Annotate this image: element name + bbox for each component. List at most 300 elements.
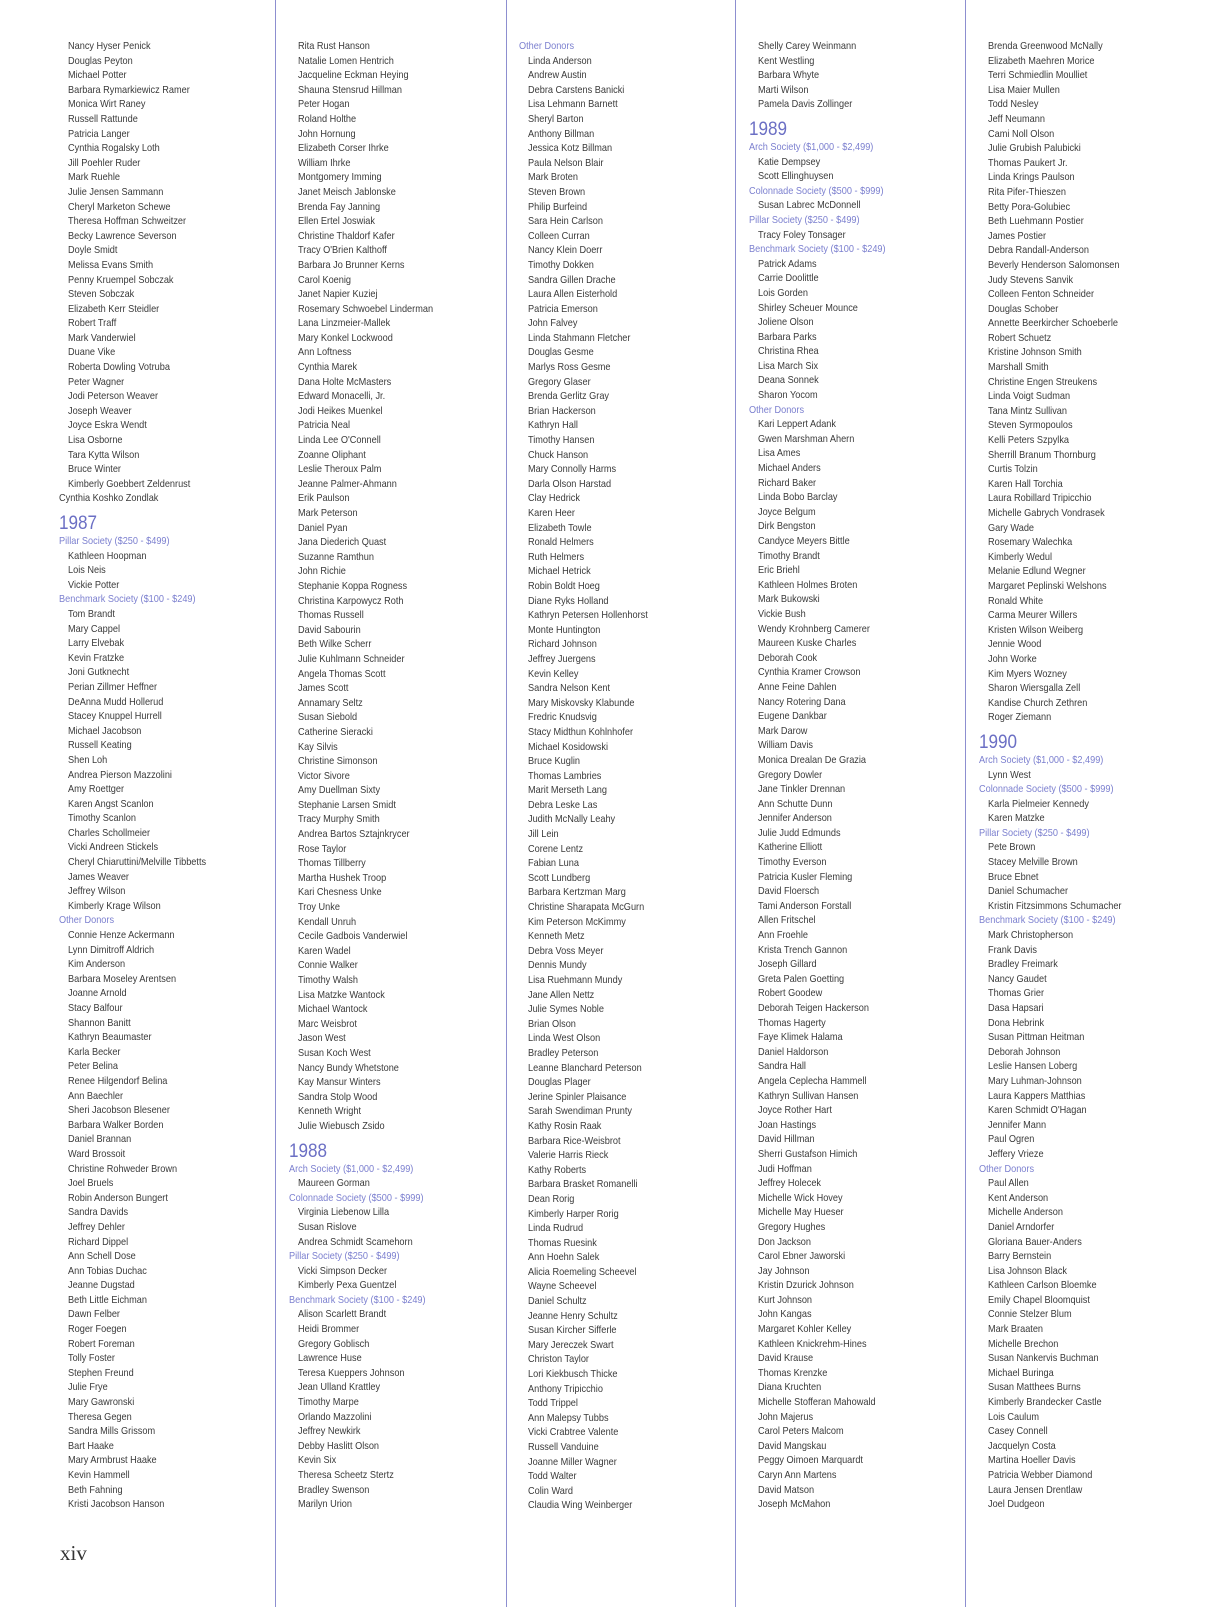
donor-name: Margaret Kohler Kelley [758,1324,852,1336]
donor-name: Annamary Seltz [298,697,363,709]
donor-name: Angela Ceplecha Hammell [758,1075,867,1087]
donor-name: Kimberly Pexa Guentzel [298,1280,397,1292]
donor-name: Kristen Wilson Weiberg [988,624,1084,636]
donor-name: Stacey Knuppel Hurrell [68,711,162,723]
donor-name: Julie Judd Edmunds [758,827,841,839]
donor-name: Russell Rattunde [68,113,138,125]
donor-name: Rita Rust Hanson [298,41,370,52]
donor-name: Cynthia Rogalsky Loth [68,143,160,155]
donor-name: Karla Pielmeier Kennedy [988,798,1089,810]
donor-name: Mary Jereczek Swart [528,1339,614,1351]
giving-society-heading: Pillar Society ($250 - $499) [59,536,170,547]
donor-name: Linda Bobo Barclay [758,492,838,504]
donor-name: Elizabeth Towle [528,522,592,534]
donor-name: Lawrence Huse [298,1353,362,1365]
donor-name: Kathy Rosin Raak [528,1120,602,1132]
donor-name: Sheryl Barton [528,113,584,125]
donor-name: Jill Poehler Ruder [68,157,141,169]
donor-name: Ruth Helmers [528,551,585,563]
donor-name: Julie Wiebusch Zsido [298,1120,385,1132]
donor-name: Barbara Jo Brunner Kerns [298,259,405,271]
donor-name: Julie Frye [68,1382,108,1394]
donor-column-2 [289,40,482,1513]
donor-name: Kathleen Carlson Bloemke [988,1280,1097,1292]
donor-name: Brian Olson [528,1018,576,1030]
donor-name: Paul Ogren [988,1134,1035,1146]
donor-name: Shannon Banitt [68,1017,131,1029]
donor-name: Barbara Kertzman Marg [528,887,626,899]
donor-name: Lynn Dimitroff Aldrich [68,944,155,956]
donor-name: Cheryl Chiaruttini/Melville Tibbetts [68,857,207,869]
giving-society-heading: Benchmark Society ($100 - $249) [979,915,1116,927]
donor-name: Carma Meurer Willers [988,610,1078,622]
donor-name: Jerine Spinler Plaisance [528,1091,627,1103]
donor-name: Dasa Hapsari [988,1003,1044,1014]
donor-name: Shauna Stensrud Hillman [298,84,402,96]
donor-name: Rosemary Walechka [988,537,1073,549]
donor-name: Terri Schmiedlin Moulliet [988,70,1088,82]
donor-name: Michael Anders [758,463,821,475]
donor-name: Timothy Walsh [298,975,358,986]
giving-society-heading: Colonnade Society ($500 - $999) [289,1192,424,1204]
donor-name: Larry Elvebak [68,638,125,650]
donor-name: Shirley Scheuer Mounce [758,302,858,314]
donor-name: Charles Schollmeier [68,827,151,839]
donor-name: Stephen Freund [68,1367,134,1379]
donor-name: John Falvey [528,318,578,330]
donor-name: Tracy Foley Tonsager [758,229,846,241]
donor-name: Faye Klimek Halama [758,1032,843,1044]
donor-name: Virginia Liebenow Lilla [298,1207,390,1219]
donor-name: Douglas Gesme [528,347,594,359]
donor-name: Timothy Scanlon [68,813,136,825]
giving-society-heading: Other Donors [519,41,575,52]
donor-name: Cynthia Marek [298,362,358,374]
donor-name: Kimberly Wedul [988,551,1053,563]
donor-name: Douglas Schober [988,303,1059,315]
donor-name: Lynn West [988,769,1031,781]
donor-name: Gregory Hughes [758,1221,826,1233]
donor-name: Lisa Ruehmann Mundy [528,975,623,986]
donor-name: Barbara Moseley Arentsen [68,973,177,985]
donor-name: Janet Meisch Jablonske [298,186,396,198]
donor-name: Lisa Maier Mullen [988,84,1060,96]
donor-column-1 [59,40,252,1513]
giving-society-heading: Benchmark Society ($100 - $249) [749,244,886,256]
donor-name: Jeanne Palmer-Ahmann [298,478,397,490]
donor-name: Jeffrey Holecek [758,1178,822,1190]
donor-name: Barry Bernstein [988,1251,1052,1263]
donor-name: Bruce Ebnet [988,871,1039,883]
donor-name: Todd Nesley [988,99,1039,111]
donor-name: Cami Noll Olson [988,128,1055,140]
giving-society-heading: Other Donors [749,404,805,416]
donor-name: Todd Trippel [528,1398,578,1410]
donor-name: Kenneth Metz [528,931,585,943]
donor-name: Robin Anderson Bungert [68,1192,168,1204]
donor-name: Erik Paulson [298,493,350,505]
donor-name: John Kangas [758,1309,812,1321]
donor-name: Jane Tinkler Drennan [758,784,846,796]
donor-name: Pete Brown [988,842,1036,854]
donor-name: Vicki Crabtree Valente [528,1427,619,1439]
donor-name: Scott Ellinghuysen [758,171,834,183]
donor-name: Wendy Krohnberg Camerer [758,623,870,635]
donor-name: Deborah Teigen Hackerson [758,1003,869,1014]
donor-name: Timothy Dokken [528,259,594,271]
donor-name: Angela Thomas Scott [298,668,386,680]
donor-name: Beth Wilke Scherr [298,639,372,651]
donor-name: Peggy Oimoen Marquardt [758,1455,863,1467]
donor-name: Susan Labrec McDonnell [758,200,861,212]
donor-name: Susan Nankervis Buchman [988,1353,1099,1365]
donor-name: Kay Mansur Winters [298,1077,381,1089]
donor-name: Stephanie Koppa Rogness [298,580,408,592]
donor-name: Dawn Felber [68,1309,120,1321]
donor-name: Sandra Nelson Kent [528,683,611,695]
giving-society-heading: Benchmark Society ($100 - $249) [59,594,196,606]
donor-name: Elizabeth Kerr Steidler [68,303,160,315]
donor-name: Perian Zillmer Heffner [68,681,158,693]
donor-name: Vicki Andreen Stickels [68,842,159,854]
donor-name: Alicia Roemeling Scheevel [528,1266,637,1278]
donor-name: Brenda Greenwood McNally [988,41,1103,52]
donor-name: John Majerus [758,1411,814,1423]
donor-name: Beverly Henderson Salomonsen [988,259,1120,271]
donor-name: Judith McNally Leahy [528,814,616,826]
donor-name: Melanie Edlund Wegner [988,566,1086,578]
donor-name: Ronald White [988,595,1044,607]
donor-name: Ellen Ertel Joswiak [298,216,375,228]
donor-name: Deborah Cook [758,652,818,664]
donor-name: Scott Lundberg [528,872,591,884]
donor-name: Monica Drealan De Grazia [758,754,867,766]
donor-name: Susan Siebold [298,712,358,724]
donor-name: Julie Grubish Palubicki [988,143,1081,155]
donor-name: Ann Baechler [68,1090,124,1102]
donor-name: Susan Koch West [298,1047,371,1059]
donor-name: Jeffrey Juergens [528,653,596,665]
donor-name: Brenda Fay Janning [298,201,381,213]
donor-name: Linda Stahmann Fletcher [528,332,631,344]
donor-name: Deana Sonnek [758,375,819,387]
donor-name: Bradley Peterson [528,1047,599,1059]
donor-name: Penny Kruempel Sobczak [68,274,174,286]
donor-name: James Postier [988,230,1047,242]
donor-name: Heidi Brommer [298,1324,360,1336]
donor-name: Dean Rorig [528,1193,575,1205]
donor-name: Russell Vanduine [528,1442,599,1453]
donor-name: Sandra Stolp Wood [298,1091,378,1103]
donor-name: Bart Haake [68,1440,114,1452]
donor-name: Ward Brossoit [68,1148,126,1160]
year-heading: 1989 [749,118,788,140]
donor-name: Andrea Bartos Sztajnkrycer [298,829,410,841]
donor-name: Jill Lein [528,829,559,841]
donor-name: Debra Leske Las [528,799,598,811]
donor-name: Cynthia Koshko Zondlak [59,493,159,505]
donor-name: Daniel Haldorson [758,1046,829,1058]
page-number: xiv [60,1541,87,1565]
donor-name: Robert Schuetz [988,332,1052,344]
donor-name: Kurt Johnson [758,1294,813,1306]
donor-name: Stacy Balfour [68,1003,123,1014]
donor-name: James Scott [298,683,349,695]
donor-name: Duane Vike [68,347,116,359]
donor-name: Corene Lentz [528,843,584,855]
donor-name: Mark Bukowski [758,594,820,606]
donor-name: Patricia Kusler Fleming [758,871,853,883]
donor-name: Rose Taylor [298,843,347,855]
donor-name: Steven Brown [528,186,586,198]
donor-name: Julie Kuhlmann Schneider [298,653,405,665]
year-heading: 1987 [59,513,98,534]
donor-name: Renee Hilgendorf Belina [68,1075,168,1087]
donor-name: Leslie Theroux Palm [298,464,382,476]
donor-name: Caryn Ann Martens [758,1470,837,1481]
donor-name: Brian Hackerson [528,405,596,417]
donor-name: Thomas Ruesink [528,1237,597,1249]
donor-name: Elizabeth Maehren Morice [988,55,1095,67]
donor-name: Ann Tobias Duchac [68,1265,147,1277]
donor-name: Kevin Hammell [68,1470,130,1481]
donor-name: Linda Lee O'Connell [298,435,381,447]
donor-name: Daniel Arndorfer [988,1221,1055,1233]
donor-name: Jeanne Henry Schultz [528,1310,618,1322]
donor-name: Michelle Wick Hovey [758,1192,843,1204]
donor-name: Laura Allen Eisterhold [528,289,618,301]
donor-name: Thomas Lambries [528,770,602,782]
donor-name: Jennie Wood [988,639,1042,651]
donor-name: Daniel Pyan [298,522,348,534]
donor-name: Gary Wade [988,522,1035,534]
donor-name: Roger Foegen [68,1324,127,1336]
donor-name: Casey Connell [988,1426,1048,1438]
donor-name: Maureen Kuske Charles [758,638,857,650]
donor-name: Joanne Miller Wagner [528,1456,617,1468]
donor-name: Stacey Melville Brown [988,857,1078,869]
donor-name: Judy Stevens Sanvik [988,274,1074,286]
donor-name: Gloriana Bauer-Anders [988,1236,1082,1248]
donor-name: Laura Robillard Tripicchio [988,493,1092,505]
donor-column-4 [749,40,942,1513]
donor-name: Tom Brandt [68,608,115,620]
donor-column-3 [519,40,712,1514]
column-divider [275,0,276,1607]
donor-name: Roger Ziemann [988,712,1052,724]
donor-name: Colin Ward [528,1485,574,1497]
donor-name: Annette Beerkircher Schoeberle [988,318,1118,330]
donor-name: Lisa Lehmann Barnett [528,99,618,111]
donor-name: Patrick Adams [758,258,817,270]
donor-name: Colleen Curran [528,230,590,242]
donor-name: Tracy Murphy Smith [298,814,380,826]
donor-name: Sheri Jacobson Blesener [68,1105,170,1117]
donor-name: Kristin Dzurick Johnson [758,1280,854,1292]
donor-name: Carol Ebner Jaworski [758,1251,846,1263]
donor-name: Marit Merseth Lang [528,785,607,797]
donor-name: Mary Miskovsky Klabunde [528,697,635,709]
donor-name: Julie Jensen Sammann [68,186,164,198]
donor-name: Monte Huntington [528,624,601,636]
donor-name: Martha Hushek Troop [298,872,387,884]
donor-name: Christina Rhea [758,346,819,358]
donor-name: David Matson [758,1484,815,1496]
donor-name: Lois Neis [68,565,106,577]
donor-name: Ann Schell Dose [68,1251,136,1263]
donor-name: Steven Syrmopoulos [988,420,1073,432]
donor-name: Michelle Anderson [988,1207,1063,1219]
donor-name: Gregory Dowler [758,769,823,781]
donor-name: Sherri Gustafson Himich [758,1148,858,1160]
donor-name: David Krause [758,1353,814,1365]
donor-name: Lisa Ames [758,448,801,460]
donor-name: Thomas Russell [298,610,364,622]
donor-name: Roland Holthe [298,113,357,125]
donor-name: Frank Davis [988,944,1037,956]
donor-name: Marilyn Urion [298,1499,353,1511]
donor-name: Kent Anderson [988,1192,1049,1204]
donor-name: Jeffery Vrieze [988,1148,1044,1160]
donor-name: Barbara Walker Borden [68,1119,164,1131]
donor-name: Lisa March Six [758,360,819,372]
donor-name: Ann Froehle [758,930,808,942]
donor-name: Kelli Peters Szpylka [988,435,1070,447]
donor-name: Zoanne Oliphant [298,449,366,461]
giving-society-heading: Colonnade Society ($500 - $999) [749,185,884,197]
donor-name: Stephanie Larsen Smidt [298,799,396,811]
donor-name: Roberta Dowling Votruba [68,362,170,374]
donor-name: Montgomery Imming [298,172,382,184]
donor-name: Monica Wirt Raney [68,99,146,111]
giving-society-heading: Arch Society ($1,000 - $2,499) [289,1163,414,1175]
donor-name: Stacy Midthun Kohlnhofer [528,726,634,738]
donor-name: Richard Johnson [528,639,597,651]
donor-name: Thomas Tillberry [298,858,366,870]
donor-name: Claudia Wing Weinberger [528,1500,633,1512]
donor-name: Patricia Webber Diamond [988,1470,1093,1481]
donor-name: Bradley Freimark [988,959,1058,971]
year-heading: 1990 [979,731,1018,753]
donor-name: Robert Traff [68,318,117,330]
donor-name: Orlando Mazzolini [298,1411,372,1423]
donor-name: Mark Vanderwiel [68,332,136,344]
donor-name: Nancy Klein Doerr [528,245,603,257]
donor-name: Jodi Peterson Weaver [68,391,159,403]
donor-name: Mark Ruehle [68,172,120,184]
donor-name: Lisa Johnson Black [988,1265,1068,1277]
donor-name: Tami Anderson Forstall [758,900,852,912]
donor-name: Susan Rislove [298,1221,357,1233]
donor-name: Mark Darow [758,725,808,737]
donor-name: Ann Hoehn Salek [528,1252,600,1264]
donor-name: Joel Dudgeon [988,1499,1045,1511]
donor-name: Joliene Olson [758,317,814,329]
donor-name: Greta Palen Goetting [758,973,845,985]
donor-name: Darla Olson Harstad [528,478,612,490]
donor-name: Jessica Kotz Billman [528,143,613,155]
donor-name: Tracy O'Brien Kalthoff [298,245,387,257]
donor-name: Dennis Mundy [528,960,587,972]
donor-name: Suzanne Ramthun [298,551,374,563]
donor-name: Laura Jensen Drentlaw [988,1484,1083,1496]
donor-name: John Hornung [298,128,356,140]
donor-name: Karen Matzke [988,813,1045,825]
donor-name: Andrew Austin [528,70,587,82]
donor-name: Cheryl Marketon Schewe [68,201,171,213]
donor-name: Nancy Hyser Penick [68,41,151,52]
donor-name: Melissa Evans Smith [68,259,154,271]
donor-name: Betty Pora-Golubiec [988,201,1071,213]
donor-name: Krista Trench Gannon [758,944,848,956]
donor-name: Christon Taylor [528,1354,589,1366]
donor-name: Michael Buringa [988,1367,1054,1379]
donor-name: Joyce Belgum [758,506,816,518]
donor-name: David Floersch [758,886,820,898]
donor-name: Judi Hoffman [758,1163,812,1175]
donor-name: Steven Sobczak [68,289,135,301]
donor-name: Eugene Dankbar [758,711,827,723]
donor-name: Teresa Kueppers Johnson [298,1367,405,1379]
donor-name: Douglas Plager [528,1077,591,1089]
donor-name: Linda Krings Paulson [988,172,1075,184]
donor-name: Kenneth Wright [298,1106,362,1118]
donor-name: Barbara Parks [758,331,817,343]
donor-name: Edward Monacelli, Jr. [298,391,386,403]
donor-name: Andrea Pierson Mazzolini [68,769,172,781]
donor-name: Jana Diederich Quast [298,537,387,549]
donor-name: Michael Hetrick [528,566,591,578]
donor-name: Jeffrey Wilson [68,886,126,898]
donor-name: Christine Rohweder Brown [68,1163,178,1175]
donor-name: Becky Lawrence Severson [68,230,177,242]
column-divider [735,0,736,1607]
donor-name: Theresa Hoffman Schweitzer [68,216,187,228]
donor-name: Karen Angst Scanlon [68,798,154,810]
donor-name: Todd Walter [528,1471,577,1483]
donor-name: Nancy Bundy Whetstone [298,1062,399,1074]
donor-name: William Ihrke [298,157,351,169]
donor-name: Joyce Eskra Wendt [68,420,147,432]
donor-name: James Weaver [68,871,129,883]
donor-name: Daniel Brannan [68,1134,132,1146]
column-divider [965,0,966,1607]
donor-name: Gregory Goblisch [298,1338,370,1350]
donor-name: Sherrill Branum Thornburg [988,449,1096,461]
donor-name: Valerie Harris Rieck [528,1150,609,1162]
donor-name: Christina Karpowycz Roth [298,595,404,607]
donor-name: Vickie Potter [68,579,120,591]
donor-name: Michael Wantock [298,1004,368,1016]
donor-name: Marshall Smith [988,362,1049,374]
giving-society-heading: Other Donors [979,1163,1035,1175]
donor-name: Kathleen Knickrehm-Hines [758,1338,867,1350]
donor-name: Kent Westling [758,55,815,67]
donor-name: Ann Malepsy Tubbs [528,1412,609,1424]
donor-name: Kimberly Goebbert Zeldenrust [68,478,191,490]
donor-name: Lois Caulum [988,1411,1039,1423]
donor-name: Paula Nelson Blair [528,157,604,169]
donor-name: Patricia Langer [68,128,130,140]
donor-name: Anthony Billman [528,128,595,140]
donor-name: Jeff Neumann [988,113,1045,125]
donor-name: Bradley Swenson [298,1484,370,1496]
donor-name: Vicki Simpson Decker [298,1265,388,1277]
donor-name: Michael Potter [68,70,127,82]
donor-name: Leanne Blanchard Peterson [528,1062,642,1074]
donor-name: Nancy Rotering Dana [758,696,846,708]
donor-name: Kandise Church Zethren [988,697,1088,709]
